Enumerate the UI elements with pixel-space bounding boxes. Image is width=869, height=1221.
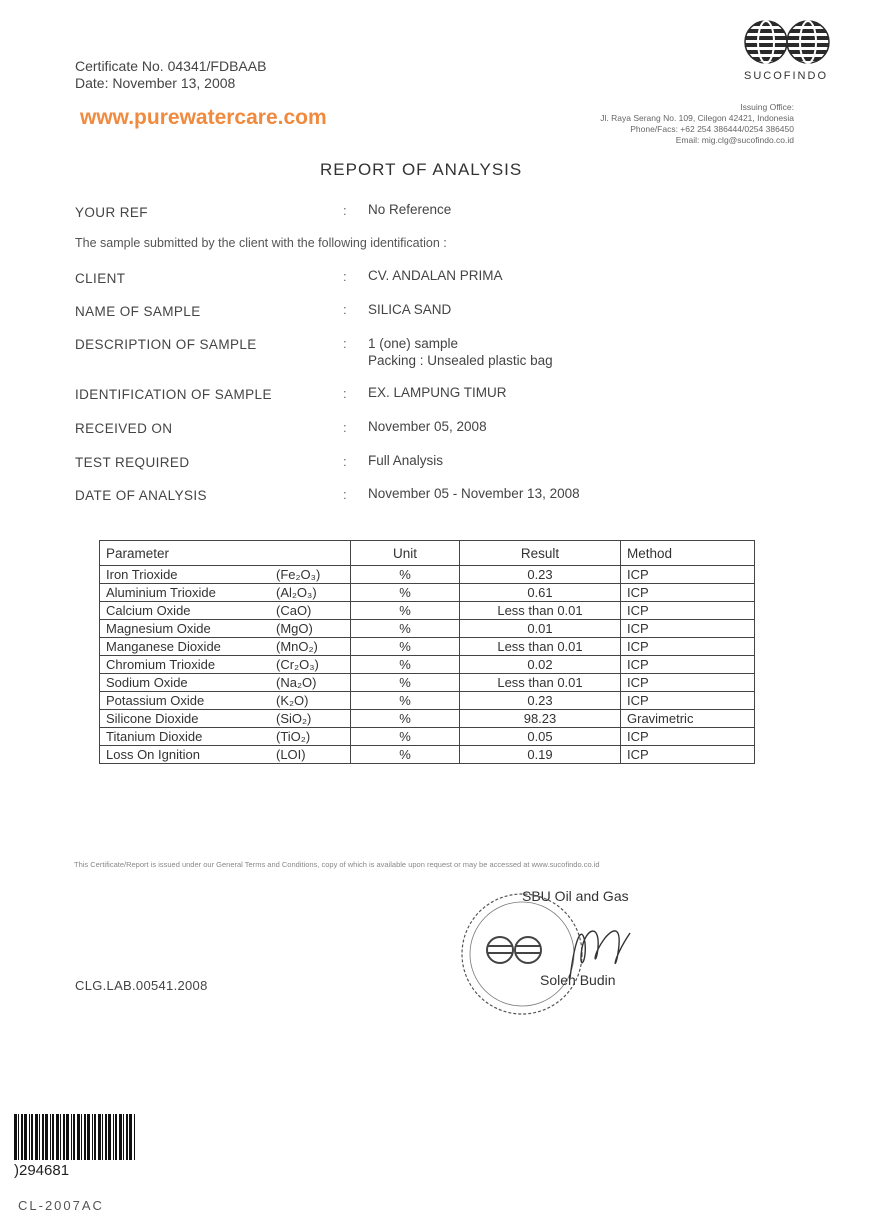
website-link[interactable]: www.purewatercare.com xyxy=(80,106,327,129)
description-value xyxy=(368,335,553,369)
parameter-name: Magnesium Oxide xyxy=(106,621,211,636)
barcode-bar xyxy=(14,1114,17,1160)
cell-unit: % xyxy=(351,674,460,692)
parameter-name: Titanium Dioxide xyxy=(106,729,203,744)
cell-method: ICP xyxy=(621,746,755,764)
barcode-bar xyxy=(35,1114,38,1160)
cell-result: 0.23 xyxy=(460,566,621,584)
cell-result: Less than 0.01 xyxy=(460,674,621,692)
your-ref-label: YOUR REF xyxy=(75,205,148,220)
barcode-bar xyxy=(87,1114,90,1160)
certificate-number: Certificate No. 04341/FDBAAB xyxy=(75,58,267,74)
colon: : xyxy=(343,420,347,435)
cell-unit: % xyxy=(351,638,460,656)
barcode-bar xyxy=(21,1114,23,1160)
cell-method: ICP xyxy=(621,692,755,710)
cell-result: 98.23 xyxy=(460,710,621,728)
cell-parameter xyxy=(100,746,351,764)
cell-parameter xyxy=(100,602,351,620)
barcode-bar xyxy=(102,1114,103,1160)
cell-result: 0.19 xyxy=(460,746,621,764)
issuing-office xyxy=(600,102,794,146)
cell-parameter xyxy=(100,566,351,584)
barcode-bar xyxy=(45,1114,48,1160)
received-on-label: RECEIVED ON xyxy=(75,421,173,436)
cell-method: ICP xyxy=(621,620,755,638)
intro-text: The sample submitted by the client with the following identification : xyxy=(75,236,447,250)
cell-method: ICP xyxy=(621,674,755,692)
cell-parameter xyxy=(100,638,351,656)
barcode-bar xyxy=(63,1114,65,1160)
description-line-1: 1 (one) sample xyxy=(368,336,459,351)
table-row xyxy=(100,674,755,692)
identification-label: IDENTIFICATION OF SAMPLE xyxy=(75,387,272,402)
parameter-name: Silicone Dioxide xyxy=(106,711,199,726)
cell-unit: % xyxy=(351,710,460,728)
barcode-bar xyxy=(113,1114,114,1160)
barcode-bar xyxy=(119,1114,122,1160)
cell-parameter xyxy=(100,620,351,638)
identification-value: EX. LAMPUNG TIMUR xyxy=(368,385,507,400)
cell-parameter xyxy=(100,584,351,602)
colon: : xyxy=(343,454,347,469)
table-row xyxy=(100,746,755,764)
parameter-name: Calcium Oxide xyxy=(106,603,191,618)
barcode-bar xyxy=(73,1114,75,1160)
cell-result: 0.05 xyxy=(460,728,621,746)
parameter-formula: (K₂O) xyxy=(276,693,309,708)
barcode-bar xyxy=(134,1114,135,1160)
cell-method: ICP xyxy=(621,566,755,584)
barcode-bar xyxy=(71,1114,72,1160)
cell-unit: % xyxy=(351,602,460,620)
results-table xyxy=(99,540,755,764)
received-on-value: November 05, 2008 xyxy=(368,419,487,434)
header-method: Method xyxy=(621,541,755,566)
barcode-bar xyxy=(92,1114,93,1160)
barcode-bar xyxy=(24,1114,27,1160)
header-unit: Unit xyxy=(351,541,460,566)
barcode-bar xyxy=(84,1114,86,1160)
cell-unit: % xyxy=(351,566,460,584)
cell-unit: % xyxy=(351,656,460,674)
table-row xyxy=(100,638,755,656)
parameter-formula: (MnO₂) xyxy=(276,639,318,654)
barcode-bar xyxy=(98,1114,101,1160)
header-parameter: Parameter xyxy=(100,541,351,566)
colon: : xyxy=(343,386,347,401)
barcode-bar xyxy=(105,1114,107,1160)
parameter-name: Loss On Ignition xyxy=(106,747,200,762)
issuing-office-address: Jl. Raya Serang No. 109, Cilegon 42421, Indonesia xyxy=(600,113,794,123)
certificate-date: Date: November 13, 2008 xyxy=(75,75,236,91)
cell-unit: % xyxy=(351,584,460,602)
bottom-code: CL-2007AC xyxy=(18,1198,104,1213)
barcode-bar xyxy=(50,1114,51,1160)
barcode-bar xyxy=(129,1114,132,1160)
globe-logo-icon xyxy=(744,14,830,70)
table-row xyxy=(100,566,755,584)
cell-parameter xyxy=(100,710,351,728)
cell-method: ICP xyxy=(621,602,755,620)
issuing-office-email: Email: mig.clg@sucofindo.co.id xyxy=(675,135,794,145)
date-of-analysis-label: DATE OF ANALYSIS xyxy=(75,488,207,503)
cell-result: 0.01 xyxy=(460,620,621,638)
parameter-formula: (LOI) xyxy=(276,747,306,762)
parameter-formula: (TiO₂) xyxy=(276,729,311,744)
barcode-number: )294681 xyxy=(14,1162,70,1179)
barcode-bar xyxy=(94,1114,96,1160)
your-ref-value: No Reference xyxy=(368,202,452,217)
parameter-name: Potassium Oxide xyxy=(106,693,205,708)
barcode-bar xyxy=(108,1114,111,1160)
cell-unit: % xyxy=(351,620,460,638)
cell-result: 0.02 xyxy=(460,656,621,674)
colon: : xyxy=(343,336,347,351)
barcode-bar xyxy=(39,1114,40,1160)
barcode-bar xyxy=(42,1114,44,1160)
header-result: Result xyxy=(460,541,621,566)
cell-method: Gravimetric xyxy=(621,710,755,728)
table-row xyxy=(100,710,755,728)
cell-result: Less than 0.01 xyxy=(460,638,621,656)
parameter-name: Aluminium Trioxide xyxy=(106,585,216,600)
cell-method: ICP xyxy=(621,656,755,674)
cell-unit: % xyxy=(351,692,460,710)
lab-number: CLG.LAB.00541.2008 xyxy=(75,978,208,993)
parameter-formula: (CaO) xyxy=(276,603,312,618)
division-name: SBU Oil and Gas xyxy=(522,888,629,904)
cell-method: ICP xyxy=(621,638,755,656)
cell-result: Less than 0.01 xyxy=(460,602,621,620)
parameter-formula: (Na₂O) xyxy=(276,675,317,690)
table-row xyxy=(100,728,755,746)
barcode-icon xyxy=(14,1114,138,1160)
client-value: CV. ANDALAN PRIMA xyxy=(368,268,503,283)
parameter-formula: (Fe₂O₃) xyxy=(276,567,321,582)
signer-name: Soleh Budin xyxy=(540,972,616,988)
cell-parameter xyxy=(100,674,351,692)
parameter-name: Chromium Trioxide xyxy=(106,657,216,672)
test-required-value: Full Analysis xyxy=(368,453,444,468)
parameter-name: Iron Trioxide xyxy=(106,567,178,582)
barcode-bar xyxy=(77,1114,80,1160)
parameter-formula: (MgO) xyxy=(276,621,313,636)
table-row xyxy=(100,656,755,674)
test-required-label: TEST REQUIRED xyxy=(75,455,190,470)
barcode-bar xyxy=(115,1114,117,1160)
cell-unit: % xyxy=(351,728,460,746)
parameter-formula: (Cr₂O₃) xyxy=(276,657,319,672)
barcode-bar xyxy=(60,1114,61,1160)
cell-parameter xyxy=(100,728,351,746)
table-header-row xyxy=(100,541,755,566)
barcode-bar xyxy=(66,1114,69,1160)
description-line-2: Packing : Unsealed plastic bag xyxy=(368,353,553,368)
cell-unit: % xyxy=(351,746,460,764)
cell-method: ICP xyxy=(621,728,755,746)
report-title: REPORT OF ANALYSIS xyxy=(320,160,523,179)
cell-method: ICP xyxy=(621,584,755,602)
table-row xyxy=(100,620,755,638)
barcode-bar xyxy=(52,1114,54,1160)
parameter-name: Manganese Dioxide xyxy=(106,639,221,654)
colon: : xyxy=(343,203,347,218)
sample-name-value: SILICA SAND xyxy=(368,302,452,317)
barcode-bar xyxy=(81,1114,82,1160)
date-of-analysis-value: November 05 - November 13, 2008 xyxy=(368,486,580,501)
issuing-office-phone: Phone/Facs: +62 254 386444/0254 386450 xyxy=(630,124,794,134)
barcode-bar xyxy=(29,1114,30,1160)
description-label: DESCRIPTION OF SAMPLE xyxy=(75,337,257,352)
barcode-bar xyxy=(126,1114,128,1160)
barcode-bar xyxy=(31,1114,33,1160)
cell-result: 0.61 xyxy=(460,584,621,602)
cell-result: 0.23 xyxy=(460,692,621,710)
cell-parameter xyxy=(100,692,351,710)
sample-name-label: NAME OF SAMPLE xyxy=(75,304,201,319)
table-row xyxy=(100,584,755,602)
colon: : xyxy=(343,487,347,502)
table-row xyxy=(100,692,755,710)
issuing-office-label: Issuing Office: xyxy=(740,102,794,112)
parameter-name: Sodium Oxide xyxy=(106,675,188,690)
client-label: CLIENT xyxy=(75,271,126,286)
colon: : xyxy=(343,269,347,284)
cell-parameter xyxy=(100,656,351,674)
colon: : xyxy=(343,302,347,317)
barcode-bar xyxy=(123,1114,124,1160)
certificate-header xyxy=(75,58,266,92)
parameter-formula: (Al₂O₃) xyxy=(276,585,317,600)
barcode-bar xyxy=(56,1114,59,1160)
parameter-formula: (SiO₂) xyxy=(276,711,312,726)
terms-note: This Certificate/Report is issued under our General Terms and Conditions, copy of which is available upon request or may be accessed at www.sucofindo.co.id xyxy=(74,860,600,869)
table-row xyxy=(100,602,755,620)
barcode-bar xyxy=(18,1114,19,1160)
company-name: SUCOFINDO xyxy=(744,70,828,82)
